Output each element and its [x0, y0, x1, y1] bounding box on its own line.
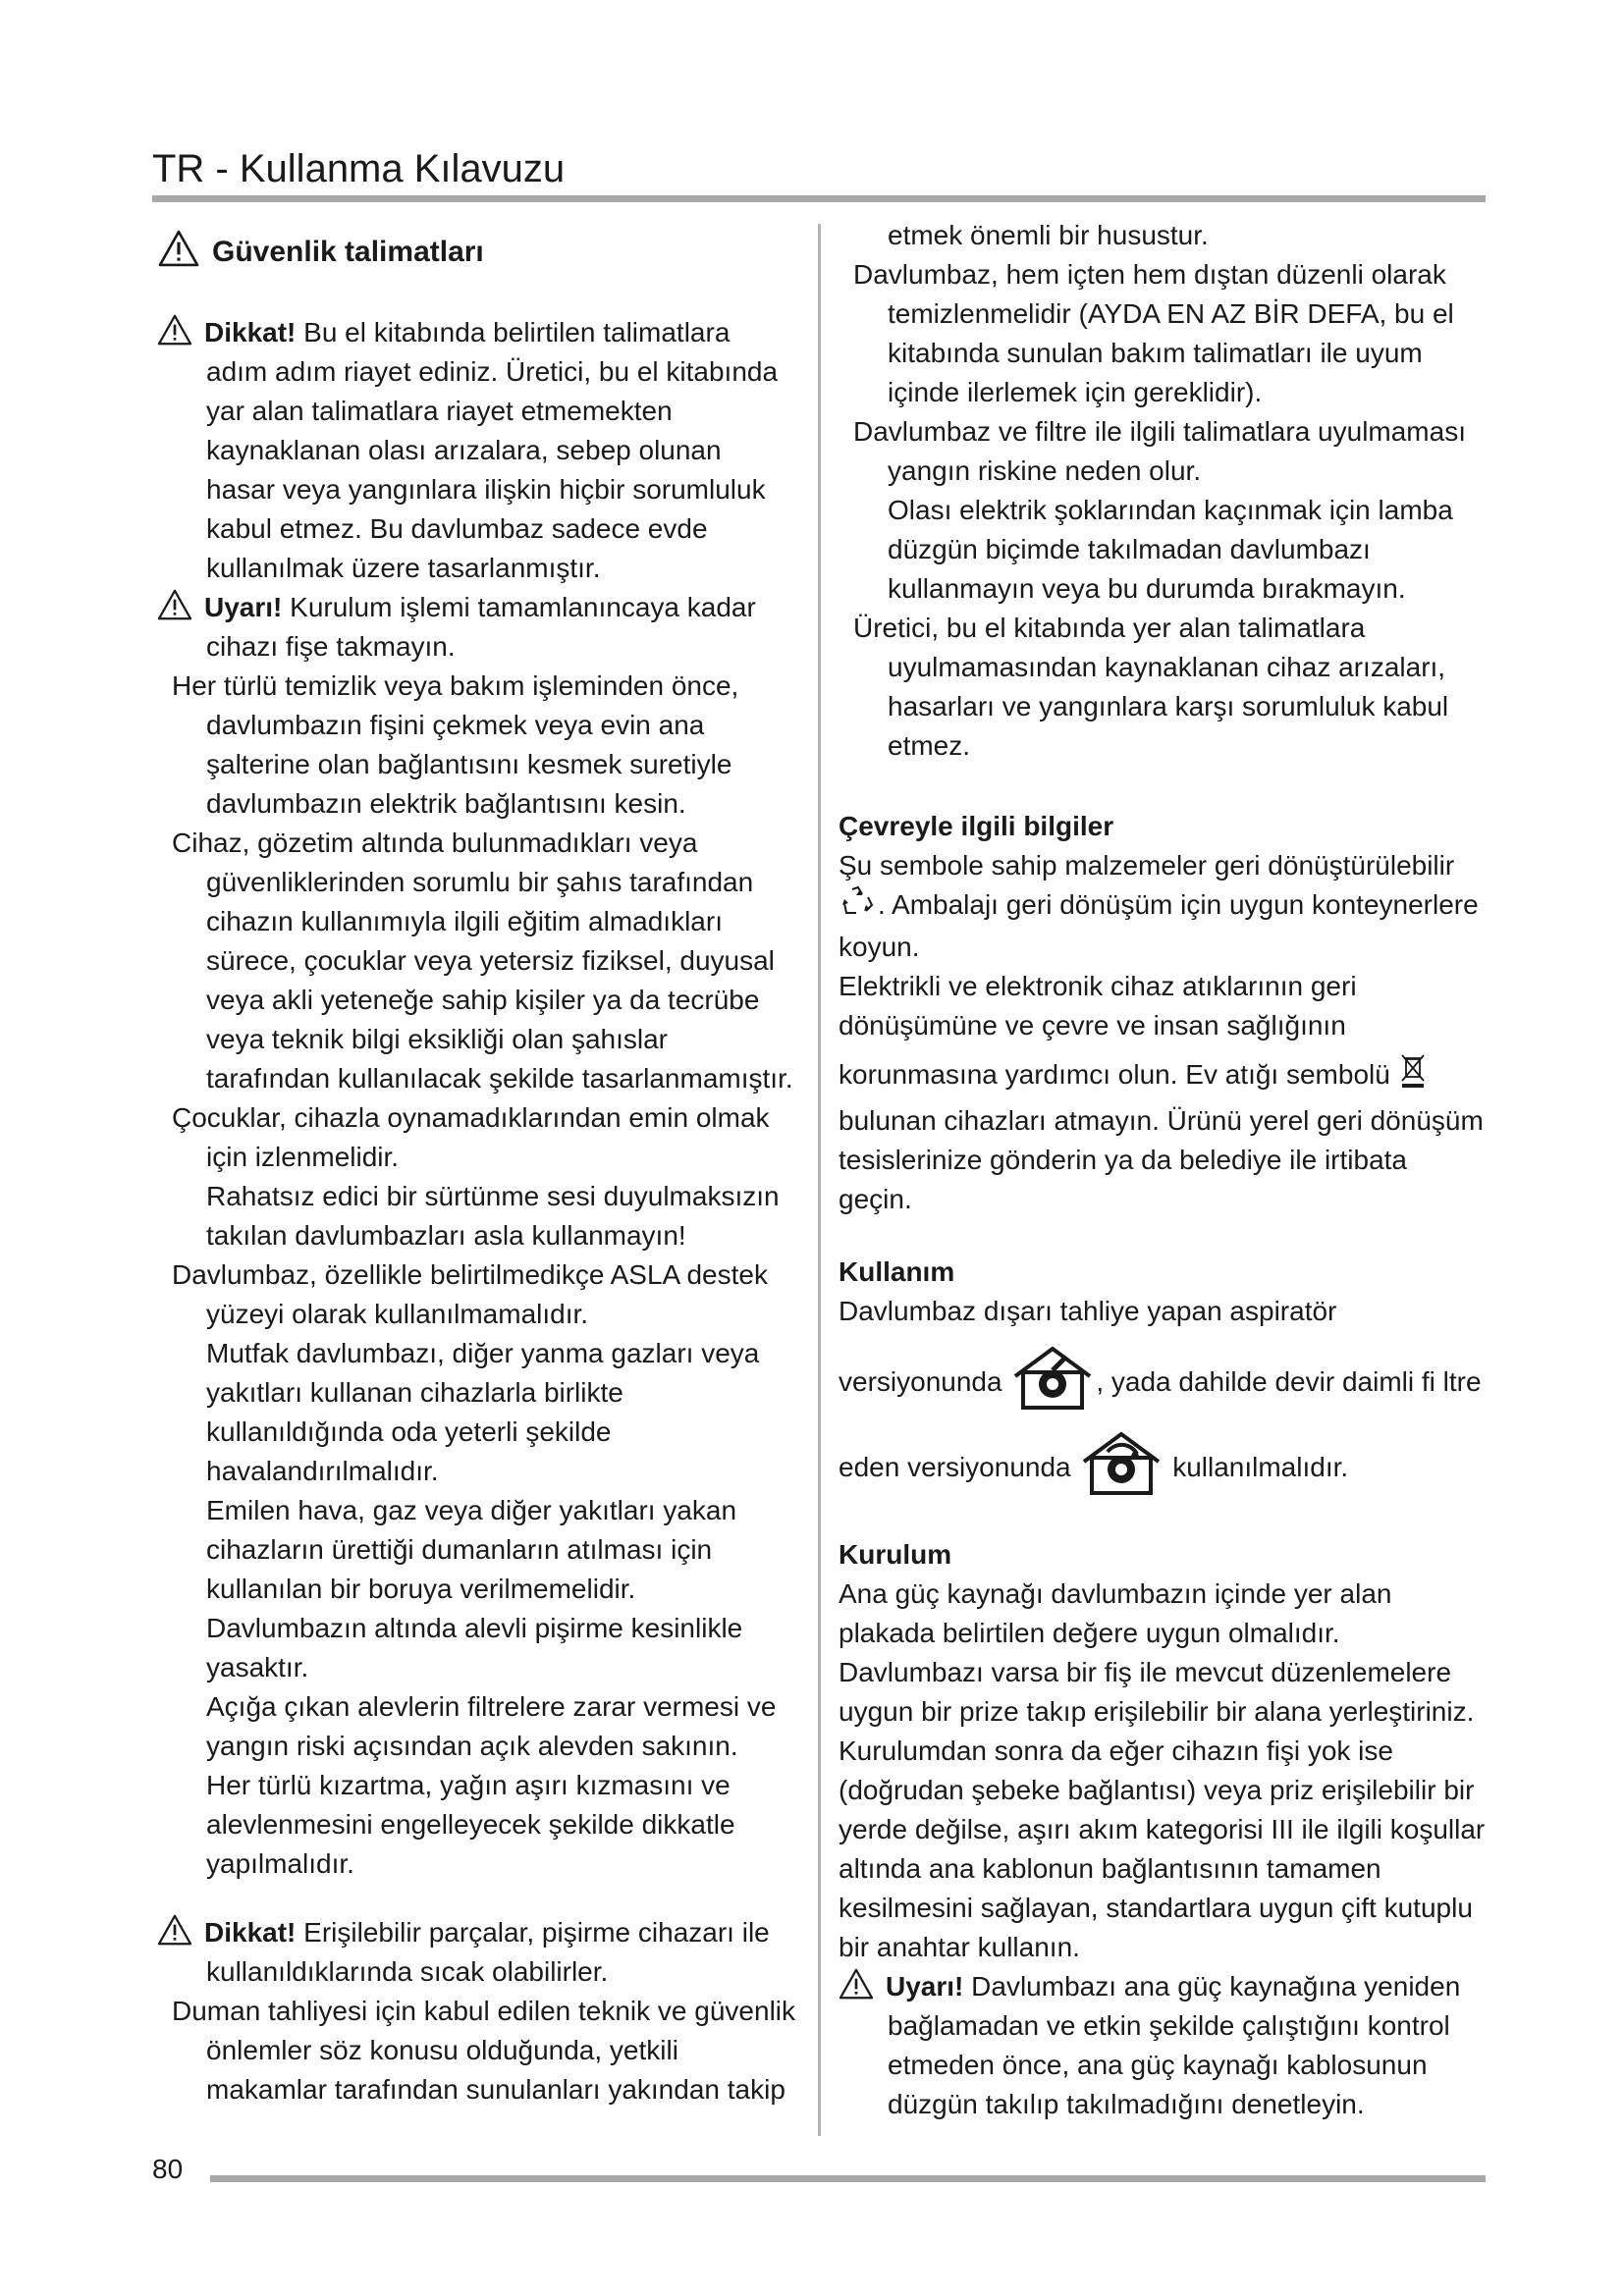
- column-divider: [818, 224, 821, 2136]
- filter-instructions-paragraph: Davlumbaz ve filtre ile ilgili talimatlara uyulmaması yangın riskine neden olur.: [853, 416, 1466, 486]
- page-number: 80: [152, 2154, 184, 2184]
- disposal-line: bulunan cihazları atmayın. Ürünü yerel geri dönüşüm tesislerinize gönderin ya da belediye ile irtibata geçin.: [839, 1105, 1484, 1215]
- caution-label: Dikkat!: [204, 317, 297, 347]
- support-surface-paragraph: Davlumbaz, özellikle belirtilmedikçe ASLA destek yüzeyi olarak kullanılmamalıdır.: [172, 1259, 768, 1329]
- warning-paragraph: [157, 588, 795, 667]
- warning-icon: [157, 230, 200, 267]
- packaging-line: [839, 885, 1487, 967]
- header-rule: [152, 195, 1486, 202]
- caution-hot-text: Erişilebilir parçalar, pişirme cihazarı ile kullanıldıklarında sıcak olabilirler.: [206, 1917, 770, 1987]
- recycle-line: Şu sembole sahip malzemeler geri dönüştürülebilir: [839, 850, 1455, 881]
- children-supervision-paragraph: Cihaz, gözetim altında bulunmadıkları veya güvenliklerinden sorumlu bir şahıs tarafından cihazın kullanımıyla ilgili eğitim almadıkları sürece, çocuklar veya yetersiz fiziksel, duyusal veya akli yeteneğe sahip kişiler ya da tecrübe veya teknik bilgi eksikliği olan şahıslar tarafından kullanılacak şekilde tasarlanmamıştır.: [172, 828, 793, 1094]
- children-play-paragraph: Çocuklar, cihazla oynamadıklarından emin olmak için izlenmelidir.: [172, 1102, 770, 1172]
- left-column: [157, 230, 795, 2109]
- environment-title: Çevreyle ilgili bilgiler: [839, 811, 1114, 841]
- warning-label: Uyarı!: [204, 592, 283, 622]
- caution-paragraph: [157, 313, 795, 588]
- packaging-text: . Ambalajı geri dönüşüm için uygun konteynerlere koyun.: [839, 889, 1479, 963]
- manufacturer-liability-paragraph: Üretici, bu el kitabında yer alan talimatlara uyulmamasından kaynaklanan cihaz arızaları, hasarları ve yangınlara karşı sorumluluk kabul etmez.: [853, 613, 1449, 761]
- recycle-icon: [839, 885, 878, 928]
- caution-text: Bu el kitabında belirtilen talimatlara adım adım riayet ediniz. Üretici, bu el kitabında yar alan talimatlara riayet etmemekten kaynaklanan olası arızalara, sebep olunan hasar veya yangınlara ilişkin hiçbir sorumluluk kabul etmez. Bu davlumbaz sadece evde kullanılmak üzere tasarlanmıştır.: [206, 317, 779, 583]
- caution-hot-label: Dikkat!: [204, 1917, 297, 1948]
- ventilation-paragraph: Mutfak davlumbazı, diğer yanma gazları veya yakıtları kullanan cihazlarla birlikte kullanıldığında oda yeterli şekilde havalandırılmalıdır.: [206, 1338, 760, 1486]
- usage-title: Kullanım: [839, 1256, 955, 1288]
- cleaning-frequency-paragraph: Davlumbaz, hem içten hem dıştan düzenli olarak temizlenmelidir (AYDA EN AZ BİR DEFA, bu el kitabında sunulan bakım talimatları ile uyum içinde ilerlemek için gereklidir).: [853, 259, 1454, 407]
- footer-rule: [210, 2175, 1486, 2182]
- extraction-mode-icon: [1009, 1345, 1096, 1422]
- usage-recirc-version-text: eden versiyonunda: [839, 1452, 1071, 1482]
- installation-warning-label: Uyarı!: [886, 1971, 964, 2002]
- smoke-exhaust-paragraph: Duman tahliyesi için kabul edilen teknik ve güvenlik önlemler söz konusu olduğunda, yetkili makamlar tarafından sunulanları yakından takip: [172, 1996, 796, 2105]
- household-waste-line: [839, 1051, 1487, 1101]
- frying-paragraph: Her türlü kızartma, yağın aşırı kızmasını ve alevlenmesini engelleyecek şekilde dikkatle yapılmalıdır.: [206, 1770, 735, 1879]
- cleaning-paragraph: Her türlü temizlik veya bakım işleminden önce, davlumbazın fişini çekmek veya evin ana şalterine olan bağlantısını kesmek suretiyle davlumbazın elektrik bağlantısını kesin.: [172, 670, 739, 819]
- continuation-line: etmek önemli bir husustur.: [888, 220, 1209, 250]
- weee-line: Elektrikli ve elektronik cihaz atıklarının geri dönüşümüne ve çevre ve insan sağlığının: [839, 971, 1357, 1041]
- recirculation-mode-icon: [1078, 1430, 1164, 1508]
- installation-title: Kurulum: [839, 1539, 952, 1571]
- usage-must-use-text: kullanılmalıdır.: [1172, 1452, 1349, 1482]
- caution-hot-parts-paragraph: [157, 1913, 795, 1992]
- usage-recirc-text: , yada dahilde devir daimli fi ltre: [1096, 1366, 1482, 1397]
- installation-text: Ana güç kaynağı davlumbazın içinde yer alan plakada belirtilen değere uygun olmalıdır. Davlumbazı varsa bir fiş ile mevcut düzenlemelere uygun bir prize takıp erişilebilir bir alana yerleştiriniz. Kurulumdan sonra da eğer cihazın fişi yok ise (doğrudan şebeke bağlantısı) veya priz erişilebilir bir yerde değilse, aşırı akım kategorisi III ile ilgili koşullar altında ana kablonun bağlantısının tamamen kesilmesini sağlayan, standartlara uygun çift kutuplu bir anahtar kullanın.: [839, 1578, 1486, 1963]
- installation-warning-paragraph: [839, 1967, 1487, 2124]
- installation-warning-text: Davlumbazı ana güç kaynağına yeniden bağlamadan ve etkin şekilde çalıştığını kontrol etmeden önce, ana güç kaynağı kablosunun düzgün takılıp takılmadığını denetleyin.: [888, 1971, 1461, 2120]
- safety-heading-text: Güvenlik talimatları: [212, 236, 484, 268]
- electric-shock-paragraph: Olası elektrik şoklarından kaçınmak için lamba düzgün biçimde takılmadan davlumbazı kullanmayın veya bu durumda bırakmayın.: [888, 495, 1453, 604]
- open-flame-paragraph: Açığa çıkan alevlerin filtrelere zarar vermesi ve yangın riski açısından açık alevden sakının.: [206, 1691, 777, 1761]
- usage-line-1: Davlumbaz dışarı tahliye yapan aspiratör: [839, 1296, 1337, 1327]
- safety-heading: [157, 230, 795, 274]
- warning-icon: [839, 1968, 874, 2000]
- usage-line-2: [839, 1345, 1487, 1422]
- crossed-bin-icon: [1398, 1051, 1428, 1101]
- right-column: [839, 216, 1487, 2124]
- warning-icon: [157, 1914, 192, 1946]
- household-waste-text: korunmasına yardımcı olun. Ev atığı sembolü: [839, 1059, 1390, 1090]
- warning-text: Kurulum işlemi tamamlanıncaya kadar cihazı fişe takmayın.: [206, 592, 756, 662]
- flambe-paragraph: Davlumbazın altında alevli pişirme kesinlikle yasaktır.: [206, 1613, 743, 1682]
- warning-icon: [157, 589, 192, 620]
- exhaust-duct-paragraph: Emilen hava, gaz veya diğer yakıtları yakan cihazların ürettiği dumanların atılması için kullanılan bir boruya verilmemelidir.: [206, 1495, 737, 1604]
- usage-line-3: [839, 1430, 1487, 1508]
- warning-icon: [157, 314, 192, 346]
- usage-extraction-text: versiyonunda: [839, 1366, 1002, 1397]
- friction-noise-paragraph: Rahatsız edici bir sürtünme sesi duyulmaksızın takılan davlumbazları asla kullanmayın!: [206, 1181, 780, 1251]
- page-header-title: TR - Kullanma Kılavuzu: [152, 147, 566, 190]
